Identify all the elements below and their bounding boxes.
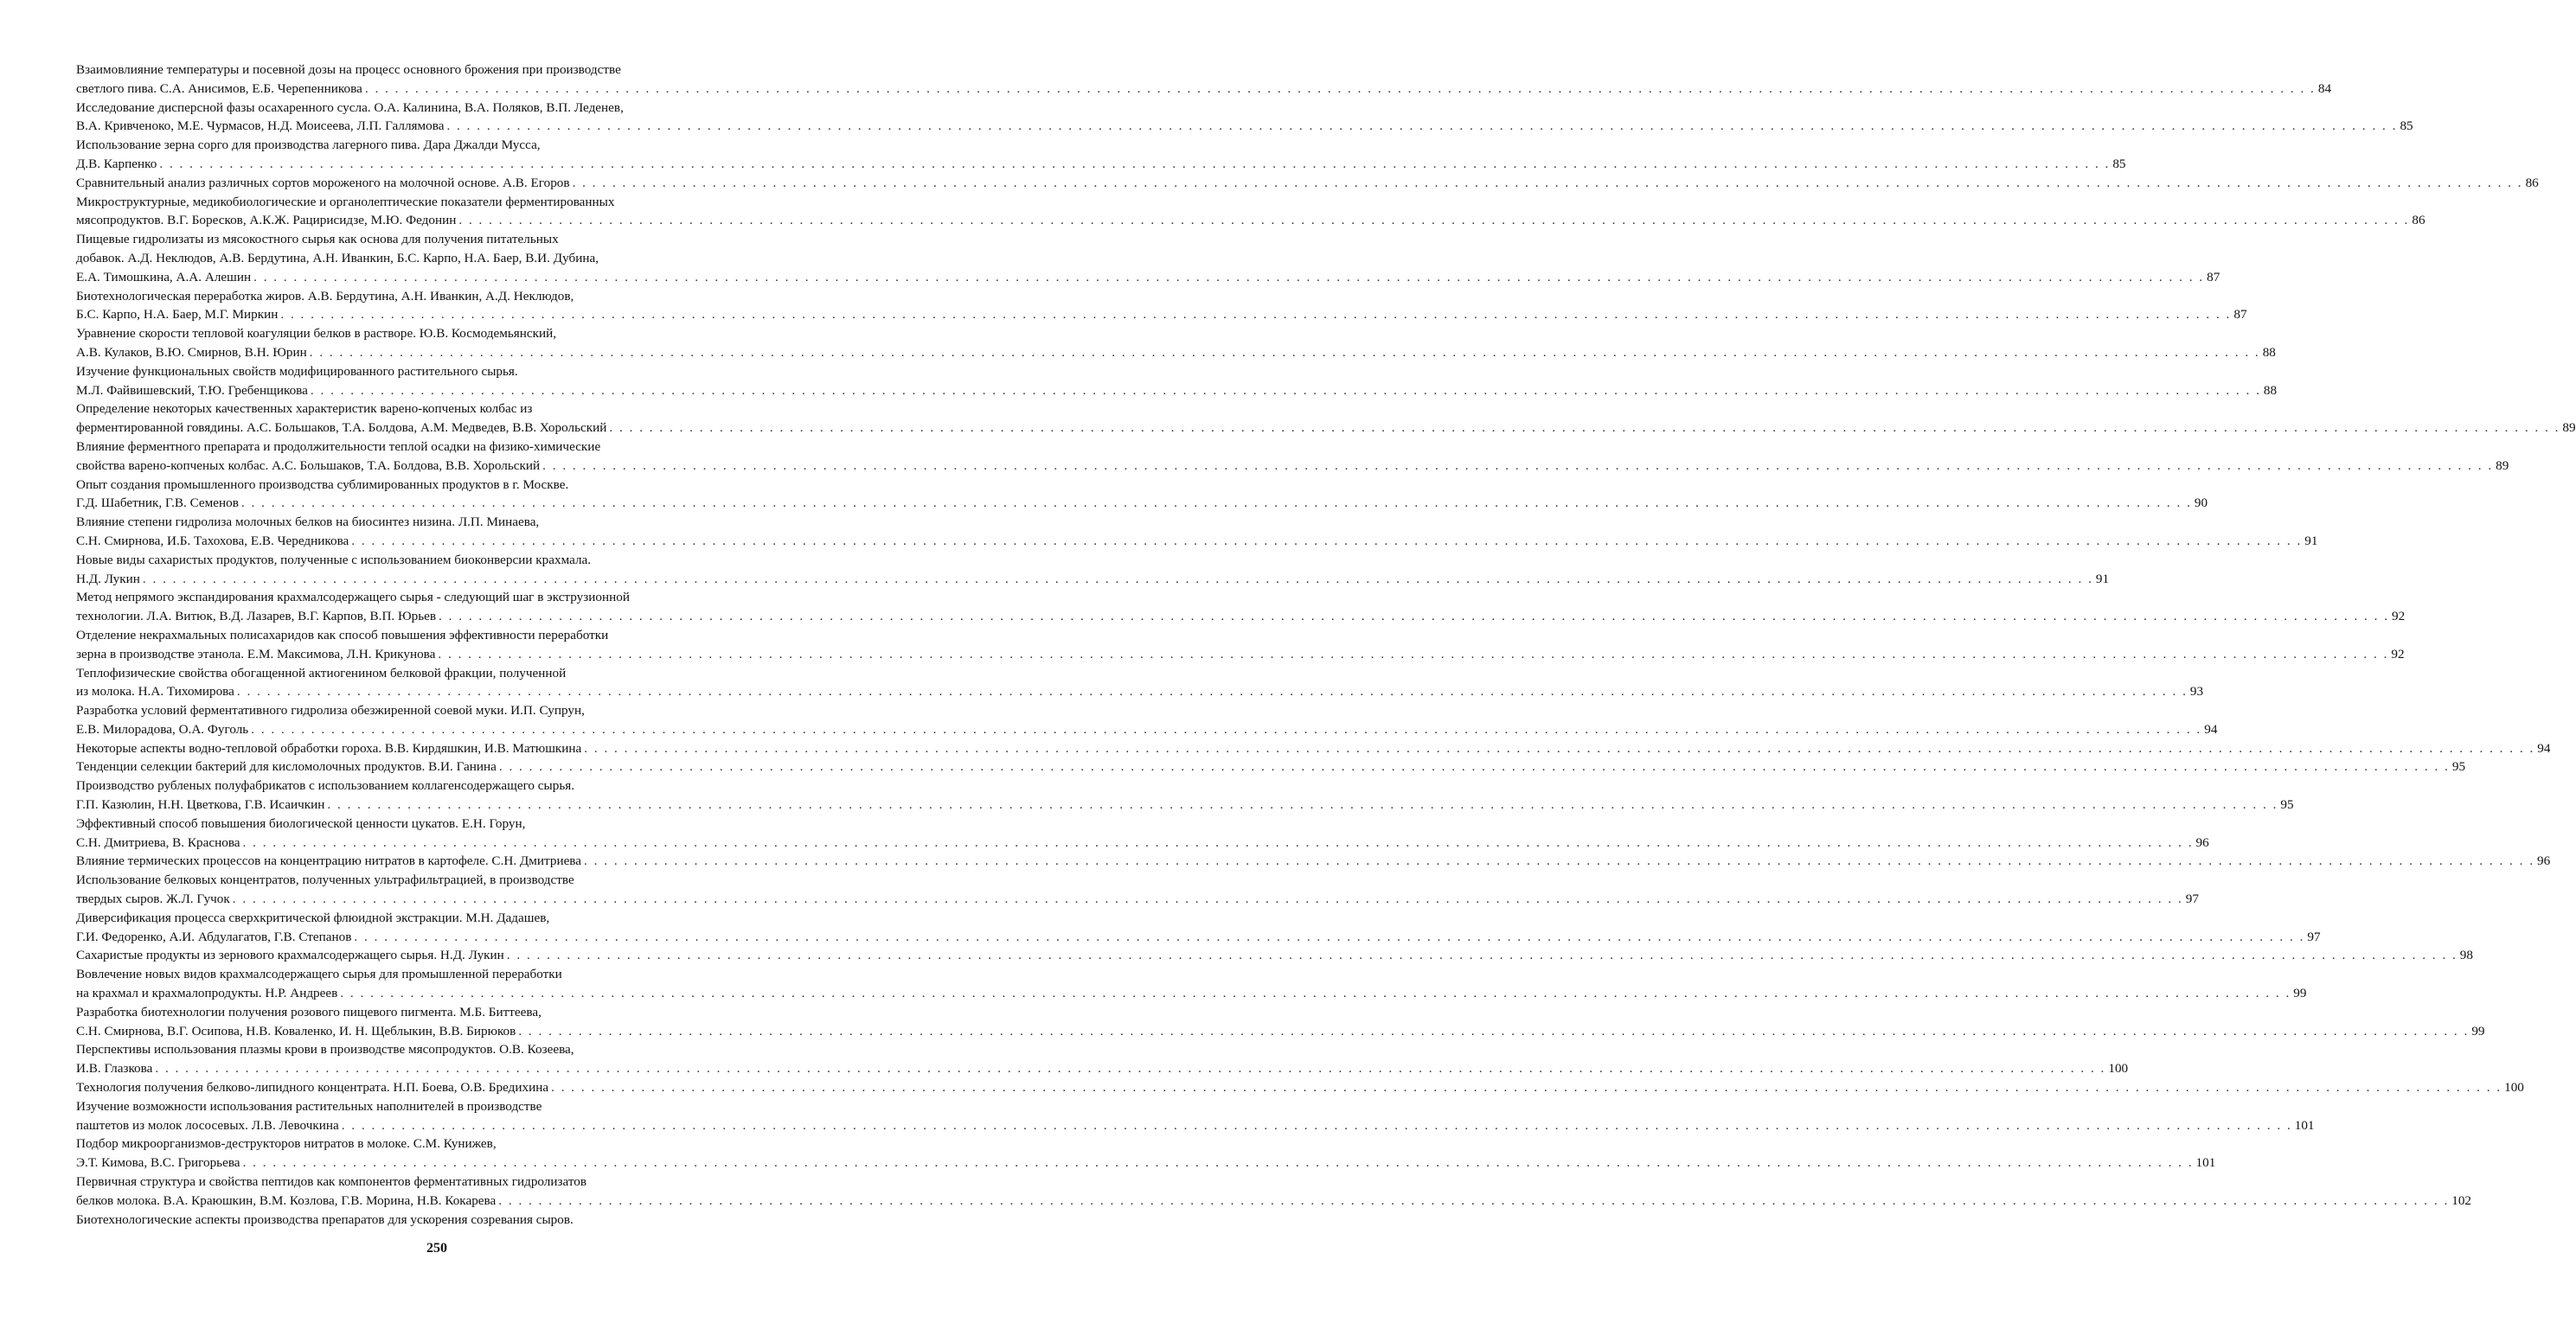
- entry-text: технологии. Л.А. Витюк, В.Д. Лазарев, В.Г. Карпов, В.П. Юрьев: [76, 609, 437, 624]
- toc-entry-last-line: [76, 1154, 2216, 1173]
- toc-entry-last-line: [76, 928, 2321, 947]
- entry-page-number: 97: [2307, 929, 2321, 944]
- toc-entry: [76, 193, 2425, 231]
- dot-leader: [311, 381, 2261, 400]
- toc-entry: [76, 739, 2551, 758]
- entry-page-number: 89: [2496, 457, 2509, 473]
- entry-page-number: 100: [2504, 1080, 2524, 1096]
- dot-leader: [310, 343, 2260, 362]
- entry-page-number: 84: [2317, 80, 2332, 96]
- entry-page-number: 91: [2304, 533, 2318, 548]
- toc-entry: [76, 287, 2247, 325]
- dot-leader: [542, 457, 2493, 476]
- toc-entry-last-line: [76, 852, 2551, 871]
- dot-leader: [551, 1078, 2502, 1097]
- toc-entry: [76, 174, 2539, 193]
- entry-page-number: 86: [2412, 213, 2425, 228]
- entry-page-number: 92: [2392, 609, 2406, 624]
- entry-page-number: 90: [2194, 495, 2208, 511]
- entry-page-number: 95: [2280, 797, 2294, 813]
- toc-entry-last-line: [76, 796, 2294, 815]
- toc-entry: [76, 777, 2294, 815]
- toc-entry-last-line: [76, 1192, 2472, 1211]
- entry-page-number: 98: [2459, 948, 2473, 963]
- toc-entry-last-line: [76, 720, 2218, 739]
- dot-leader: [499, 757, 2450, 777]
- entry-page-number: 93: [2189, 684, 2204, 700]
- entry-text: Н.Д. Лукин: [76, 571, 140, 586]
- entry-text: Сравнительный анализ различных сортов мороженого на молочной основе. А.В. Егоров: [76, 175, 570, 190]
- page-number: 250: [426, 1241, 447, 1256]
- toc-entry: [76, 1211, 803, 1230]
- entry-text: Определение некоторых качественных характеристик варено-копченых колбас из: [76, 401, 533, 417]
- toc-entry: [76, 965, 2307, 1003]
- toc-entry-last-line: [76, 757, 2466, 777]
- entry-text: Микроструктурные, медикобиологические и органолептические показатели ферментированных: [76, 194, 615, 209]
- entry-page-number: 85: [2112, 156, 2126, 171]
- toc-entry: [76, 1134, 2216, 1173]
- entry-page-number: 96: [2537, 853, 2551, 869]
- dot-leader: [507, 946, 2457, 965]
- dot-leader: [365, 80, 2316, 99]
- entry-text: В.А. Кривченоко, М.Е. Чурмасов, Н.Д. Моисеева, Л.П. Галлямова: [76, 118, 445, 134]
- dot-leader: [327, 796, 2278, 815]
- dot-leader: [280, 305, 2231, 324]
- toc-entry-last-line: [76, 984, 2307, 1003]
- toc-entry: [76, 909, 2321, 947]
- entry-text: Опыт создания промышленного производства сублимированных продуктов в г. Москве.: [76, 476, 569, 492]
- entry-text: Некоторые аспекты водно-тепловой обработки гороха. В.В. Кирдяшкин, И.В. Матюшкина: [76, 740, 582, 756]
- toc-entry: [76, 1078, 2524, 1097]
- toc-entry-last-line: [76, 305, 2247, 324]
- entry-text: Д.В. Карпенко: [76, 156, 157, 171]
- entry-text: Взаимовлияние температуры и посевной дозы на процесс основного брожения при производстве: [76, 62, 621, 77]
- toc-entry-last-line: [76, 1078, 2524, 1097]
- toc-entry-last-line: [76, 645, 2405, 664]
- toc-entry: [76, 1173, 2472, 1211]
- toc-entry-last-line: [76, 381, 2278, 400]
- entry-text: Новые виды сахаристых продуктов, полученные с использованием биоконверсии крахмала.: [76, 552, 592, 567]
- entry-text: Метод непрямого экспандирования крахмалсодержащего сырья - следующий шаг в экструзионной: [76, 590, 630, 605]
- toc-entry-last-line: [76, 211, 2425, 230]
- entry-text: М.Л. Файвишевский, Т.Ю. Гребенщикова: [76, 382, 308, 398]
- entry-text: Эффективный способ повышения биологической ценности цукатов. Е.Н. Горун,: [76, 815, 526, 831]
- entry-page-number: 97: [2185, 892, 2199, 907]
- entry-page-number: 87: [2207, 269, 2220, 284]
- entry-text: зерна в производстве этанола. Е.М. Максимова, Л.Н. Крикунова: [76, 646, 436, 662]
- entry-page-number: 91: [2095, 571, 2110, 586]
- dot-leader: [446, 117, 2397, 136]
- toc-entry-last-line: [76, 174, 2539, 193]
- toc-entry-last-line: [76, 1022, 2485, 1041]
- dot-leader: [243, 834, 2194, 853]
- entry-text: Разработка биотехнологии получения розового пищевого пигмента. М.Б. Биттеева,: [76, 1004, 541, 1019]
- entry-text: свойства варено-копченых колбас. А.С. Большаков, Т.А. Болдова, В.В. Хорольский: [76, 457, 541, 473]
- toc-entry-last-line: [76, 419, 2576, 438]
- dot-leader: [241, 494, 2192, 513]
- toc-entry: [76, 1003, 2485, 1041]
- entry-text: Перспективы использования плазмы крови в производстве мясопродуктов. О.В. Козеева,: [76, 1042, 574, 1058]
- entry-text: Э.Т. Кимова, В.С. Григорьева: [76, 1155, 240, 1171]
- dot-leader: [439, 607, 2389, 626]
- dot-leader: [159, 155, 2110, 174]
- toc-entry: [76, 324, 2276, 362]
- entry-text: Влияние степени гидролиза молочных белков на биосинтез низина. Л.П. Минаева,: [76, 514, 540, 530]
- entry-text: паштетов из молок лососевых. Л.В. Левочкина: [76, 1117, 339, 1133]
- toc-entry-last-line: [76, 739, 2551, 758]
- toc-entry-last-line: [76, 117, 2413, 136]
- dot-leader: [237, 682, 2188, 701]
- toc-entry: [76, 513, 2318, 551]
- entry-text: С.Н. Смирнова, В.Г. Осипова, Н.В. Коваленко, И. Н. Щеблыкин, В.В. Бирюков: [76, 1023, 516, 1039]
- entry-text: Биотехнологическая переработка жиров. А.В. Бердутина, А.Н. Иванкин, А.Д. Неклюдов,: [76, 288, 574, 304]
- entry-page-number: 86: [2525, 175, 2539, 190]
- dot-leader: [573, 174, 2523, 193]
- toc-entry: [76, 362, 2278, 400]
- toc-entry-last-line: [76, 946, 2473, 965]
- entry-text: С.Н. Смирнова, И.Б. Тахохова, Е.В. Чередникова: [76, 533, 349, 548]
- entry-text: твердых сыров. Ж.Л. Гучок: [76, 892, 230, 907]
- entry-text: Использование зерна сорго для производства лагерного пива. Дара Джалди Мусса,: [76, 137, 541, 153]
- toc-entry: [76, 99, 2413, 137]
- toc-entry: [76, 230, 2220, 286]
- entry-text: Г.П. Казюлин, Н.Н. Цветкова, Г.В. Исаичкин: [76, 797, 325, 813]
- toc-entry-last-line: [76, 155, 2126, 174]
- toc-entry-last-line: [76, 494, 2208, 513]
- entry-text: белков молока. В.А. Краюшкин, В.М. Козлова, Г.В. Морина, Н.В. Кокарева: [76, 1192, 497, 1208]
- entry-page-number: 94: [2204, 721, 2218, 737]
- toc-entry: [76, 1040, 2129, 1078]
- entry-text: Б.С. Карпо, Н.А. Баер, М.Г. Миркин: [76, 307, 279, 323]
- toc-entry-last-line: [76, 570, 2110, 589]
- dot-leader: [584, 739, 2534, 758]
- dot-leader: [351, 532, 2302, 551]
- dot-leader: [340, 984, 2291, 1003]
- entry-text: Технология получения белково-липидного концентрата. Н.П. Боева, О.В. Бредихина: [76, 1080, 549, 1096]
- entry-page-number: 94: [2537, 740, 2551, 756]
- entry-text: мясопродуктов. В.Г. Боресков, А.К.Ж. Рацирисидзе, М.Ю. Федонин: [76, 213, 457, 228]
- entry-text: Е.А. Тимошкина, А.А. Алешин: [76, 269, 252, 284]
- entry-text: Разработка условий ферментативного гидролиза обезжиренной соевой муки. И.П. Супрун,: [76, 703, 585, 719]
- table-of-contents: [76, 61, 2576, 1229]
- dot-leader: [609, 419, 2560, 438]
- entry-text: И.В. Глазкова: [76, 1061, 153, 1077]
- entry-page-number: 89: [2562, 420, 2576, 436]
- toc-entry-last-line: [76, 532, 2318, 551]
- entry-text: добавок. А.Д. Неклюдов, А.В. Бердутина, А.Н. Иванкин, Б.С. Карпо, Н.А. Баер, В.И. Дубина,: [76, 250, 599, 265]
- dot-leader: [243, 1154, 2194, 1173]
- toc-entry: [76, 588, 2406, 626]
- entry-text: Тенденции селекции бактерий для кисломолочных продуктов. В.И. Ганина: [76, 759, 497, 775]
- entry-text: Биотехнологические аспекты производства препаратов для ускорения созревания сыров.: [76, 1211, 574, 1227]
- entry-page-number: 101: [2294, 1117, 2315, 1133]
- entry-text: Производство рубленых полуфабрикатов с использованием коллагенсодержащего сырья.: [76, 778, 575, 794]
- entry-text: из молока. Н.А. Тихомирова: [76, 684, 234, 700]
- entry-text: Г.И. Федоренко, А.И. Абдулагатов, Г.В. Степанов: [76, 929, 352, 944]
- toc-entry-last-line: [76, 457, 2509, 476]
- entry-text: Изучение возможности использования растительных наполнителей в производстве: [76, 1098, 542, 1114]
- dot-leader: [251, 720, 2201, 739]
- entry-page-number: 87: [2233, 307, 2247, 323]
- dot-leader: [458, 211, 2409, 230]
- entry-text: С.Н. Дмитриева, В. Краснова: [76, 834, 240, 850]
- toc-entry: [76, 1097, 2315, 1135]
- toc-entry-last-line: [76, 80, 2332, 99]
- entry-text: Пищевые гидролизаты из мясокостного сырья как основа для получения питательных: [76, 232, 559, 247]
- entry-page-number: 95: [2451, 759, 2466, 775]
- entry-page-number: 88: [2263, 382, 2278, 398]
- toc-entry: [76, 852, 2551, 871]
- dot-leader: [438, 645, 2388, 664]
- entry-text: Отделение некрахмальных полисахаридов как способ повышения эффективности переработки: [76, 627, 609, 642]
- toc-entry-last-line: [76, 890, 2199, 909]
- toc-entry-last-line: [76, 607, 2406, 626]
- dot-leader: [498, 1192, 2449, 1211]
- dot-leader: [253, 268, 2204, 287]
- entry-text: А.В. Кулаков, В.Ю. Смирнов, В.Н. Юрин: [76, 344, 307, 360]
- toc-entry: [76, 701, 2218, 739]
- entry-text: Влияние ферментного препарата и продолжительности теплой осадки на физико-химические: [76, 438, 601, 454]
- dot-leader: [342, 1116, 2292, 1135]
- entry-text: Теплофизические свойства обогащенной актиогенином белковой фракции, полученной: [76, 665, 567, 681]
- toc-entry: [76, 476, 2208, 514]
- entry-text: Диверсификация процесса сверхкритической флюидной экстракции. М.Н. Дадашев,: [76, 910, 550, 925]
- entry-page-number: 101: [2195, 1155, 2216, 1171]
- dot-leader: [584, 852, 2534, 871]
- entry-page-number: 85: [2400, 118, 2413, 134]
- entry-page-number: 99: [2471, 1023, 2485, 1039]
- entry-text: ферментированной говядины. А.С. Большаков, Т.А. Болдова, А.М. Медведев, В.В. Хорольский: [76, 420, 607, 436]
- entry-text: Сахаристые продукты из зернового крахмалсодержащего сырья. Н.Д. Лукин: [76, 948, 504, 963]
- entry-text: Первичная структура и свойства пептидов как компонентов ферментативных гидролизатов: [76, 1174, 587, 1190]
- toc-entry: [76, 136, 2126, 174]
- entry-text: Влияние термических процессов на концентрацию нитратов в картофеле. С.Н. Дмитриева: [76, 853, 582, 869]
- entry-page-number: 92: [2391, 646, 2405, 662]
- dot-leader: [155, 1059, 2105, 1078]
- toc-entry: [76, 626, 2405, 664]
- entry-text: Е.В. Милорадова, О.А. Фуголь: [76, 721, 249, 737]
- toc-entry: [76, 946, 2473, 965]
- entry-text: Вовлечение новых видов крахмалсодержащего сырья для промышленной переработки: [76, 967, 562, 982]
- entry-text: Использование белковых концентратов, полученных ультрафильтрацией, в производстве: [76, 872, 574, 888]
- toc-entry: [76, 871, 2199, 909]
- dot-leader: [233, 890, 2183, 909]
- entry-text: на крахмал и крахмалопродукты. Н.Р. Андреев: [76, 986, 338, 1001]
- toc-entry: [76, 757, 2466, 777]
- entry-page-number: 100: [2108, 1061, 2129, 1077]
- toc-entry-last-line: [76, 682, 2204, 701]
- entry-text: Подбор микроорганизмов-деструкторов нитратов в молоке. С.М. Кунижев,: [76, 1136, 497, 1152]
- dot-leader: [143, 570, 2093, 589]
- toc-entry: [76, 399, 2576, 438]
- entry-text: Изучение функциональных свойств модифицированного растительного сырья.: [76, 363, 518, 379]
- entry-text: светлого пива. С.А. Анисимов, Е.Б. Черепенникова: [76, 80, 362, 96]
- toc-entry: [76, 551, 2110, 589]
- toc-entry-last-line: [76, 1116, 2315, 1135]
- toc-entry-last-line: [76, 268, 2220, 287]
- entry-page-number: 88: [2262, 344, 2276, 360]
- dot-leader: [354, 928, 2304, 947]
- toc-entry: [76, 61, 2332, 99]
- entry-page-number: 96: [2195, 834, 2209, 850]
- entry-text: Г.Д. Шабетник, Г.В. Семенов: [76, 495, 239, 511]
- toc-entry-last-line: [76, 343, 2276, 362]
- toc-entry-last-line: [76, 834, 2209, 853]
- entry-page-number: 102: [2451, 1192, 2472, 1208]
- entry-text: Уравнение скорости тепловой коагуляции белков в растворе. Ю.В. Космодемьянский,: [76, 326, 557, 342]
- toc-entry: [76, 815, 2209, 853]
- toc-entry: [76, 438, 2509, 476]
- entry-page-number: 99: [2293, 986, 2307, 1001]
- toc-entry: [76, 664, 2204, 702]
- dot-leader: [518, 1022, 2469, 1041]
- toc-entry-last-line: [76, 1059, 2129, 1078]
- entry-text: Исследование дисперсной фазы осахаренного сусла. О.А. Калинина, В.А. Поляков, В.П. Леденев,: [76, 99, 624, 115]
